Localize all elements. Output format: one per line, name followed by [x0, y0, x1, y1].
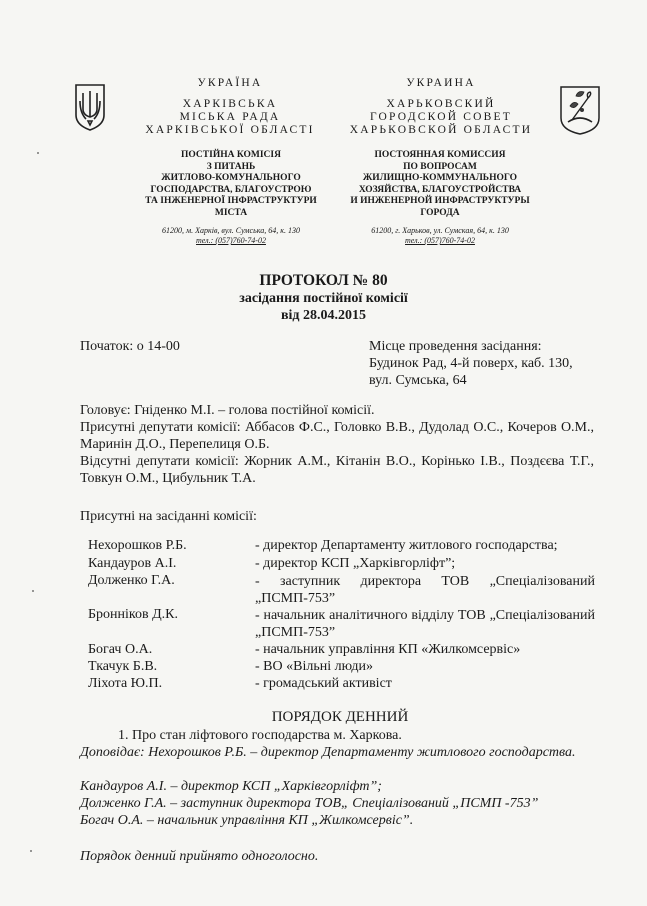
commission-ru-line-4: ХОЗЯЙСТВА, БЛАГОУСТРОЙСТВА [358, 184, 522, 195]
commission-ru [330, 150, 550, 219]
guests-heading: Присутні на засіданні комісії: [80, 509, 257, 524]
scan-speck [32, 590, 34, 592]
agenda-heading: ПОРЯДОК ДЕННИЙ [271, 709, 409, 725]
protocol-date: від 28.04.2015 [280, 308, 367, 323]
meeting-place [369, 338, 573, 389]
guest-role: - директор Департаменту житлового господарства; [255, 538, 558, 553]
council-ua-line-2: МІСЬКА РАДА [179, 111, 281, 123]
agenda-speaker: Доповідає: Нехорошков Р.Б. – директор Департаменту житлового господарства. [80, 745, 576, 760]
commission-ua-line-2: З ПИТАНЬ [206, 161, 256, 172]
protocol-title: ПРОТОКОЛ № 80 [259, 272, 388, 289]
agenda-co-speaker-3: Богач О.А. – начальник управління КП „Жилкомсервіс”. [80, 813, 414, 828]
kharkiv-emblem-icon [558, 84, 602, 136]
council-ua-line-3: ХАРКІВСЬКОЇ ОБЛАСТІ [145, 124, 315, 136]
council-ua [130, 98, 330, 137]
guest-role: - громадський активіст [255, 676, 392, 691]
guest-name: Долженко Г.А. [88, 573, 175, 588]
meeting-place-line-2: вул. Сумська, 64 [369, 373, 467, 388]
address-ru [328, 226, 552, 246]
guest-name: Богач О.А. [88, 642, 153, 657]
agenda-item-1: 1. Про стан ліфтового господарства м. Харкова. [118, 728, 402, 743]
start-time: Початок: о 14-00 [80, 339, 180, 354]
protocol-title-block [0, 271, 647, 324]
commission-ru-line-2: ПО ВОПРОСАМ [403, 161, 477, 172]
guest-role: - заступник директора ТОВ „Спеціалізований „ПСМП-753” [255, 574, 595, 606]
address-ua [120, 226, 342, 246]
commission-ru-line-5: И ИНЖЕНЕРНОЙ ИНФРАСТРУКТУРЫ [350, 196, 530, 206]
protocol-subtitle: засідання постійної комісії [239, 291, 408, 306]
absent-members: Відсутні депутати комісії: Жорник А.М., Кітанін В.О., Корінько І.В., Поздєєва Т.Г., Товкун О.М., Цибульник Т.А. [80, 454, 594, 486]
commission-ru-line-1: ПОСТОЯННАЯ КОМИССИЯ [374, 150, 506, 160]
guest-role: - директор КСП „Харківгорліфт”; [255, 556, 456, 571]
council-ru-line-2: ГОРОДСКОЙ СОВЕТ [369, 111, 512, 123]
commission-ua-line-5: ТА ІНЖЕНЕРНОЇ ІНФРАСТРУКТУРИ [145, 196, 317, 206]
commission-ru-line-3: ЖИЛИЩНО-КОММУНАЛЬНОГО [362, 173, 518, 183]
country-ru: УКРАИНА [406, 77, 476, 89]
phone-ua: тел.: (057)760-74-02 [196, 236, 266, 245]
guest-role: - начальник аналітичного відділу ТОВ „Спеціалізований „ПСМП-753” [255, 608, 595, 640]
agenda-adopted-note: Порядок денний прийнято одноголосно. [80, 849, 319, 864]
header-left [130, 77, 330, 137]
header-right [336, 77, 546, 137]
guest-name: Ліхота Ю.П. [88, 676, 163, 691]
scan-speck [30, 850, 32, 852]
guest-name: Ткачук Б.В. [88, 659, 158, 674]
commission-ua-line-1: ПОСТІЙНА КОМІСІЯ [181, 150, 281, 160]
guest-name: Бронніков Д.К. [88, 607, 179, 622]
commission-ua-line-6: МІСТА [214, 207, 248, 218]
council-ru-line-1: ХАРЬКОВСКИЙ [386, 98, 496, 110]
guest-name: Кандауров А.І. [88, 556, 177, 571]
council-ru [336, 98, 546, 137]
commission-ua-line-4: ГОСПОДАРСТВА, БЛАГОУСТРОЮ [150, 184, 312, 195]
country-ua: УКРАЇНА [197, 77, 263, 89]
guest-name: Нехорошков Р.Б. [88, 538, 187, 553]
chairperson: Головує: Гніденко М.І. – голова постійної комісії. [80, 403, 375, 418]
council-ua-line-1: ХАРКІВСЬКА [182, 98, 278, 110]
agenda-co-speaker-1: Кандауров А.І. – директор КСП „Харківгорліфт”; [80, 779, 382, 794]
attendance-block [80, 402, 594, 487]
commission-ua [125, 150, 337, 219]
council-ru-line-3: ХАРЬКОВСКОЙ ОБЛАСТИ [349, 124, 533, 136]
address-ua-line: 61200, м. Харків, вул. Сумська, 64, к. 130 [162, 226, 300, 235]
agenda-co-speaker-2: Долженко Г.А. – заступник директора ТОВ„ Спеціалізований „ПСМП -753” [80, 796, 539, 811]
phone-ru: тел.: (057)760-74-02 [405, 236, 475, 245]
guest-role: - начальник управління КП «Жилкомсервіс» [255, 642, 521, 657]
commission-ru-line-6: ГОРОДА [420, 207, 460, 218]
meeting-place-label: Місце проведення засідання: [369, 339, 542, 354]
meeting-place-line-1: Будинок Рад, 4-й поверх, каб. 130, [369, 356, 573, 371]
ukraine-trident-emblem-icon [74, 83, 106, 131]
address-ru-line: 61200, г. Харьков, ул. Сумская, 64, к. 130 [371, 226, 509, 235]
scan-speck [37, 152, 39, 154]
present-members: Присутні депутати комісії: Аббасов Ф.С., Головко В.В., Дудолад О.С., Кочеров О.М., Маринін Д.О., Перепелиця О.Б. [80, 420, 594, 452]
guest-role: - ВО «Вільні люди» [255, 659, 373, 674]
commission-ua-line-3: ЖИТЛОВО-КОМУНАЛЬНОГО [161, 173, 301, 183]
